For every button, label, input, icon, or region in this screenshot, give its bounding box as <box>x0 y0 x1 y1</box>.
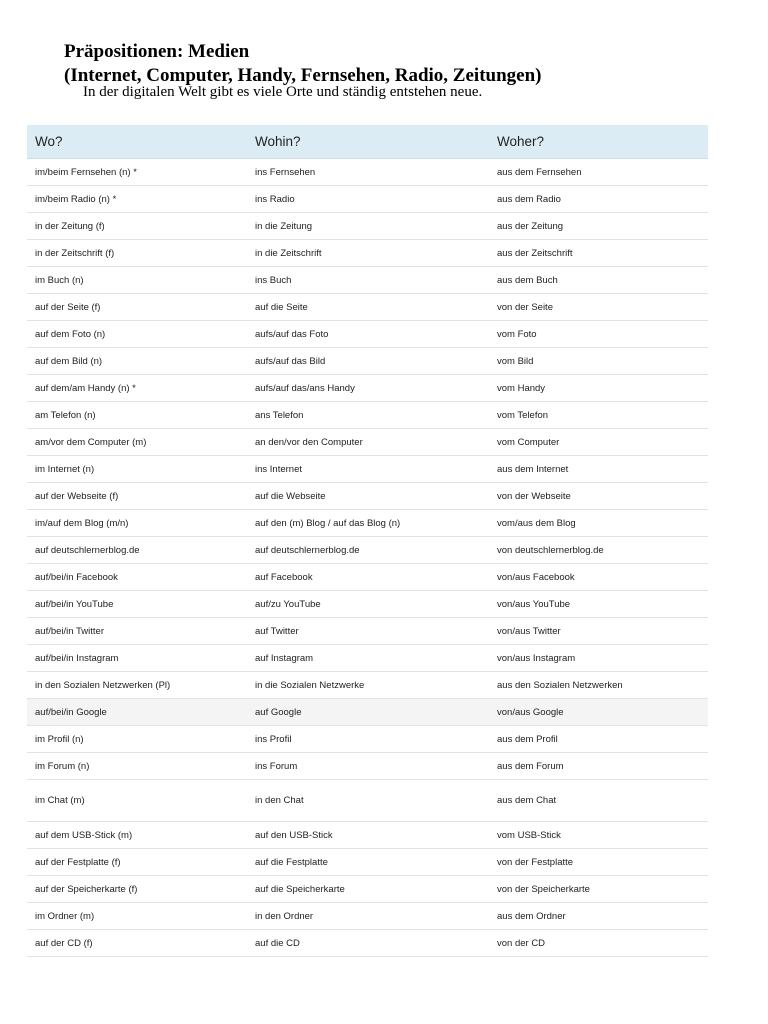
cell-wohin: auf Instagram <box>247 645 489 672</box>
page-title <box>64 40 541 88</box>
cell-woher: von/aus Twitter <box>489 618 708 645</box>
cell-woher: von der Seite <box>489 294 708 321</box>
cell-woher: vom Computer <box>489 429 708 456</box>
table-row <box>27 294 708 321</box>
cell-woher: vom Bild <box>489 348 708 375</box>
cell-wo: auf/bei/in YouTube <box>27 591 247 618</box>
cell-wo: am/vor dem Computer (m) <box>27 429 247 456</box>
cell-wo: im Ordner (m) <box>27 903 247 930</box>
table-row <box>27 267 708 294</box>
cell-wohin: auf die Seite <box>247 294 489 321</box>
cell-woher: vom Handy <box>489 375 708 402</box>
cell-wohin: an den/vor den Computer <box>247 429 489 456</box>
cell-wohin: auf die Festplatte <box>247 849 489 876</box>
cell-wo: auf/bei/in Google <box>27 699 247 726</box>
table-row <box>27 186 708 213</box>
cell-wohin: aufs/auf das Bild <box>247 348 489 375</box>
cell-wohin: in die Sozialen Netzwerke <box>247 672 489 699</box>
table-row <box>27 753 708 780</box>
cell-wo: in der Zeitung (f) <box>27 213 247 240</box>
cell-wo: im Profil (n) <box>27 726 247 753</box>
table-row <box>27 159 708 186</box>
cell-wo: im Internet (n) <box>27 456 247 483</box>
cell-wohin: ins Profil <box>247 726 489 753</box>
cell-woher: aus dem Fernsehen <box>489 159 708 186</box>
cell-woher: von der Festplatte <box>489 849 708 876</box>
cell-wo: auf der Webseite (f) <box>27 483 247 510</box>
cell-woher: aus dem Chat <box>489 780 708 822</box>
cell-wohin: auf Twitter <box>247 618 489 645</box>
page-title-line-2: (Internet, Computer, Handy, Fernsehen, Radio, Zeitungen) <box>64 65 542 86</box>
cell-wo: auf dem Bild (n) <box>27 348 247 375</box>
table-row <box>27 213 708 240</box>
cell-wo: auf der CD (f) <box>27 930 247 957</box>
cell-wo: in der Zeitschrift (f) <box>27 240 247 267</box>
table-row <box>27 564 708 591</box>
cell-woher: vom Telefon <box>489 402 708 429</box>
cell-wohin: aufs/auf das/ans Handy <box>247 375 489 402</box>
cell-wohin: auf die Speicherkarte <box>247 876 489 903</box>
cell-wohin: ins Internet <box>247 456 489 483</box>
page-subtitle: In der digitalen Welt gibt es viele Orte und ständig entstehen neue. <box>83 84 483 100</box>
cell-wohin: auf die CD <box>247 930 489 957</box>
cell-wo: auf der Seite (f) <box>27 294 247 321</box>
cell-wohin: auf den (m) Blog / auf das Blog (n) <box>247 510 489 537</box>
cell-wohin: auf Facebook <box>247 564 489 591</box>
cell-wohin: in den Chat <box>247 780 489 822</box>
cell-woher: aus dem Radio <box>489 186 708 213</box>
cell-wohin: auf die Webseite <box>247 483 489 510</box>
cell-wo: im Forum (n) <box>27 753 247 780</box>
table-row <box>27 672 708 699</box>
table-row <box>27 456 708 483</box>
table-row <box>27 930 708 957</box>
table-row <box>27 375 708 402</box>
table-row <box>27 726 708 753</box>
table-row <box>27 537 708 564</box>
table-row <box>27 483 708 510</box>
cell-woher: von der CD <box>489 930 708 957</box>
cell-woher: vom USB-Stick <box>489 822 708 849</box>
page-title-line-1: Präpositionen: Medien <box>64 41 250 62</box>
cell-wohin: ins Forum <box>247 753 489 780</box>
cell-wo: auf/bei/in Twitter <box>27 618 247 645</box>
table-row <box>27 903 708 930</box>
table-row <box>27 849 708 876</box>
cell-wohin: aufs/auf das Foto <box>247 321 489 348</box>
cell-woher: aus dem Forum <box>489 753 708 780</box>
table-row <box>27 618 708 645</box>
cell-woher: von deutschlernerblog.de <box>489 537 708 564</box>
table-row <box>27 321 708 348</box>
column-header-wohin: Wohin? <box>247 125 489 159</box>
table-row <box>27 591 708 618</box>
cell-wo: auf der Speicherkarte (f) <box>27 876 247 903</box>
cell-wohin: auf Google <box>247 699 489 726</box>
cell-wo: auf/bei/in Instagram <box>27 645 247 672</box>
column-header-woher: Woher? <box>489 125 708 159</box>
cell-wohin: in die Zeitschrift <box>247 240 489 267</box>
prepositions-table <box>27 125 708 957</box>
cell-woher: von/aus Instagram <box>489 645 708 672</box>
table-header-row <box>27 125 708 159</box>
table-row <box>27 876 708 903</box>
cell-woher: aus dem Buch <box>489 267 708 294</box>
cell-wohin: auf/zu YouTube <box>247 591 489 618</box>
cell-wohin: ins Radio <box>247 186 489 213</box>
cell-wohin: in die Zeitung <box>247 213 489 240</box>
table-row <box>27 240 708 267</box>
table-row <box>27 510 708 537</box>
table-row <box>27 348 708 375</box>
cell-wo: im Chat (m) <box>27 780 247 822</box>
cell-woher: vom/aus dem Blog <box>489 510 708 537</box>
cell-wo: auf dem Foto (n) <box>27 321 247 348</box>
cell-wohin: auf den USB-Stick <box>247 822 489 849</box>
cell-wo: in den Sozialen Netzwerken (Pl) <box>27 672 247 699</box>
cell-woher: aus der Zeitschrift <box>489 240 708 267</box>
cell-wohin: ins Fernsehen <box>247 159 489 186</box>
table-row <box>27 699 708 726</box>
table-row <box>27 429 708 456</box>
cell-woher: von der Webseite <box>489 483 708 510</box>
cell-woher: aus den Sozialen Netzwerken <box>489 672 708 699</box>
cell-wo: auf dem/am Handy (n) * <box>27 375 247 402</box>
cell-woher: von/aus Google <box>489 699 708 726</box>
cell-wo: im Buch (n) <box>27 267 247 294</box>
table-header <box>27 125 708 159</box>
cell-wo: im/beim Radio (n) * <box>27 186 247 213</box>
cell-wohin: in den Ordner <box>247 903 489 930</box>
cell-wo: auf/bei/in Facebook <box>27 564 247 591</box>
table-row <box>27 645 708 672</box>
cell-wo: im/beim Fernsehen (n) * <box>27 159 247 186</box>
cell-woher: von/aus YouTube <box>489 591 708 618</box>
cell-woher: von/aus Facebook <box>489 564 708 591</box>
column-header-wo: Wo? <box>27 125 247 159</box>
table-row <box>27 402 708 429</box>
cell-wohin: auf deutschlernerblog.de <box>247 537 489 564</box>
cell-woher: vom Foto <box>489 321 708 348</box>
cell-wo: auf der Festplatte (f) <box>27 849 247 876</box>
cell-wo: am Telefon (n) <box>27 402 247 429</box>
cell-wo: im/auf dem Blog (m/n) <box>27 510 247 537</box>
table-row <box>27 780 708 822</box>
cell-wo: auf dem USB-Stick (m) <box>27 822 247 849</box>
cell-wo: auf deutschlernerblog.de <box>27 537 247 564</box>
cell-wohin: ans Telefon <box>247 402 489 429</box>
table-row <box>27 822 708 849</box>
cell-woher: aus dem Ordner <box>489 903 708 930</box>
cell-woher: aus der Zeitung <box>489 213 708 240</box>
cell-woher: aus dem Internet <box>489 456 708 483</box>
cell-wohin: ins Buch <box>247 267 489 294</box>
cell-woher: aus dem Profil <box>489 726 708 753</box>
table-body <box>27 159 708 957</box>
cell-woher: von der Speicherkarte <box>489 876 708 903</box>
